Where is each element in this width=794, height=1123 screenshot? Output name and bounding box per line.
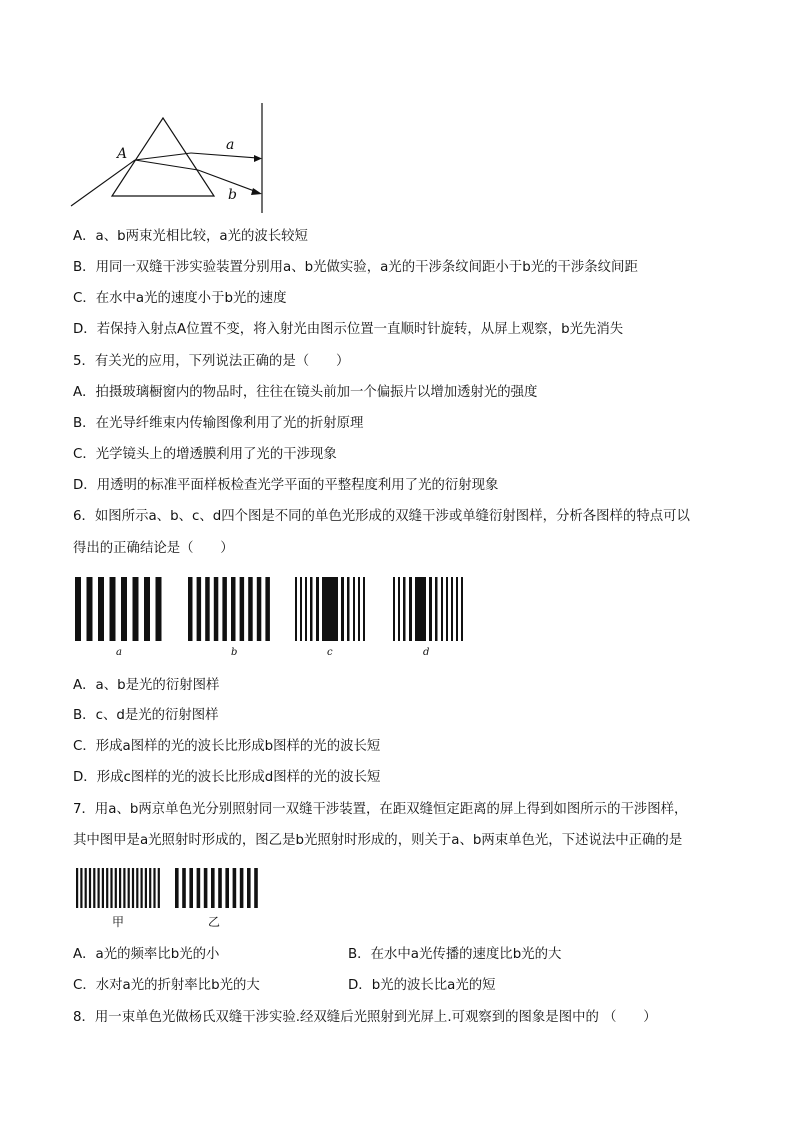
fringe-bar	[393, 577, 395, 641]
fringe-bar	[145, 868, 147, 908]
q6-stem-line2: 得出的正确结论是（ ）	[73, 541, 234, 556]
fringe-bar	[98, 868, 100, 908]
fringe-bar	[429, 577, 432, 641]
q5-option-d: D．用透明的标准平面样板检查光学平面的平整程度利用了光的衍射现象	[73, 478, 499, 493]
fringe-bar	[415, 577, 426, 641]
q5-option-c: C．光学镜头上的增透膜利用了光的干涉现象	[73, 447, 337, 462]
q6-option-c: C．形成a图样的光的波长比形成b图样的光的波长短	[73, 739, 381, 754]
fringe-bar	[87, 577, 93, 641]
prism-refraction-figure	[68, 100, 278, 216]
fringe-bar	[403, 577, 406, 641]
fringe-bar	[446, 577, 448, 641]
q5-option-a: A．拍摄玻璃橱窗内的物品时，往往在镜头前加一个偏振片以增加透射光的强度	[73, 385, 538, 400]
q4-option-c: C．在水中a光的速度小于b光的速度	[73, 291, 287, 306]
q7-interference-figure	[74, 866, 274, 932]
q6-label-b: b	[231, 647, 238, 658]
fringe-bar	[197, 868, 201, 908]
ray-b-arrowhead	[251, 188, 262, 195]
fringe-bar	[461, 577, 463, 641]
fringe-bar	[76, 868, 78, 908]
fringe-bar	[248, 577, 253, 641]
fringe-bar	[106, 868, 108, 908]
fringe-bar	[136, 868, 138, 908]
q7-label-jia: 甲	[112, 915, 125, 929]
fringe-bar	[144, 577, 150, 641]
fringe-bar	[316, 577, 319, 641]
fringe-bar	[240, 577, 245, 641]
q6-fringe-bars	[75, 577, 463, 641]
fringe-bar	[115, 868, 117, 908]
fringe-bar	[322, 577, 338, 641]
ray-a-arrowhead	[254, 155, 262, 162]
q6-option-a: A．a、b是光的衍射图样	[73, 678, 220, 693]
label-A: A	[117, 146, 128, 162]
fringe-bar	[153, 868, 155, 908]
fringe-bar	[123, 868, 125, 908]
label-a: a	[226, 137, 235, 153]
fringe-bar	[305, 577, 307, 641]
fringe-bar	[218, 868, 222, 908]
q5-option-b: B．在光导纤维束内传输图像利用了光的折射原理	[73, 416, 364, 431]
fringe-bar	[254, 868, 258, 908]
fringe-bar	[141, 868, 143, 908]
fringe-bar	[398, 577, 400, 641]
q6-fringe-patterns-figure	[70, 574, 470, 660]
q4-option-a: A．a、b两束光相比较，a光的波长较短	[73, 229, 308, 244]
fringe-bar	[102, 868, 104, 908]
fringe-bar	[175, 868, 179, 908]
fringe-bar	[188, 577, 193, 641]
fringe-bar	[80, 868, 82, 908]
q4-option-d: D．若保持入射点A位置不变，将入射光由图示位置一直顺时针旋转，从屏上观察，b光先消失	[73, 322, 624, 337]
fringe-bar	[300, 577, 302, 641]
fringe-bar	[247, 868, 251, 908]
fringe-bar	[225, 868, 229, 908]
q7-stem-line1: 7．用a、b两京单色光分别照射同一双缝干涉装置，在距双缝恒定距离的屏上得到如图所示的干涉图样，	[73, 802, 688, 817]
incident-ray	[71, 160, 135, 206]
q7-option-c: C．水对a光的折射率比b光的大	[73, 978, 260, 993]
fringe-bar	[133, 577, 139, 641]
fringe-bar	[205, 577, 210, 641]
fringe-bar	[341, 577, 344, 641]
fringe-bar	[456, 577, 458, 641]
inner-ray-b	[135, 160, 198, 170]
fringe-bar	[156, 577, 162, 641]
q6-label-c: c	[327, 647, 333, 658]
fringe-bar	[441, 577, 443, 641]
q6-option-b: B．c、d是光的衍射图样	[73, 708, 219, 723]
fringe-bar	[132, 868, 134, 908]
q6-option-d: D．形成c图样的光的波长比形成d图样的光的波长短	[73, 770, 381, 785]
q7-stem-line2: 其中图甲是a光照射时形成的，图乙是b光照射时形成的，则关于a、b两束单色光，下述说法中正确的是	[73, 833, 683, 848]
fringe-bar	[121, 577, 127, 641]
fringe-bar	[189, 868, 193, 908]
inner-ray-a	[135, 153, 191, 160]
fringe-bar	[204, 868, 208, 908]
fringe-bar	[353, 577, 355, 641]
fringe-bar	[182, 868, 186, 908]
q7-option-a: A．a光的频率比b光的小	[73, 947, 220, 962]
fringe-bar	[89, 868, 91, 908]
fringe-bar	[358, 577, 360, 641]
q7-fringe-bars	[76, 868, 258, 908]
q7-option-b: B．在水中a光传播的速度比b光的大	[348, 947, 562, 962]
q6-label-a: a	[116, 647, 122, 658]
fringe-bar	[158, 868, 160, 908]
fringe-bar	[233, 868, 237, 908]
fringe-bar	[451, 577, 453, 641]
fringe-bar	[197, 577, 202, 641]
q7-option-d: D．b光的波长比a光的短	[348, 978, 496, 993]
fringe-bar	[435, 577, 438, 641]
q4-option-b: B．用同一双缝干涉实验装置分别用a、b光做实验，a光的干涉条纹间距小于b光的干涉条纹间距	[73, 260, 638, 275]
fringe-bar	[257, 577, 262, 641]
fringe-bar	[310, 577, 313, 641]
fringe-bar	[75, 577, 81, 641]
fringe-bar	[409, 577, 412, 641]
q5-stem: 5．有关光的应用，下列说法正确的是（ ）	[73, 354, 350, 369]
fringe-bar	[110, 868, 112, 908]
q6-stem-line1: 6．如图所示a、b、c、d四个图是不同的单色光形成的双缝干涉或单缝衍射图样，分析各图样的特点可以	[73, 509, 690, 524]
fringe-bar	[119, 868, 121, 908]
fringe-bar	[98, 577, 104, 641]
fringe-bar	[295, 577, 297, 641]
q7-label-yi: 乙	[208, 915, 221, 929]
fringe-bar	[231, 577, 236, 641]
fringe-bar	[128, 868, 130, 908]
fringe-bar	[214, 577, 219, 641]
fringe-bar	[240, 868, 244, 908]
label-b: b	[228, 187, 237, 203]
fringe-bar	[363, 577, 365, 641]
fringe-bar	[347, 577, 350, 641]
q6-label-d: d	[423, 647, 430, 658]
q8-stem: 8．用一束单色光做杨氏双缝干涉实验.经双缝后光照射到光屏上.可观察到的图象是图中的 （ ）	[73, 1010, 657, 1025]
fringe-bar	[222, 577, 227, 641]
fringe-bar	[85, 868, 87, 908]
fringe-bar	[110, 577, 116, 641]
fringe-bar	[149, 868, 151, 908]
ray-a	[191, 153, 257, 158]
fringe-bar	[265, 577, 270, 641]
fringe-bar	[211, 868, 215, 908]
fringe-bar	[93, 868, 95, 908]
